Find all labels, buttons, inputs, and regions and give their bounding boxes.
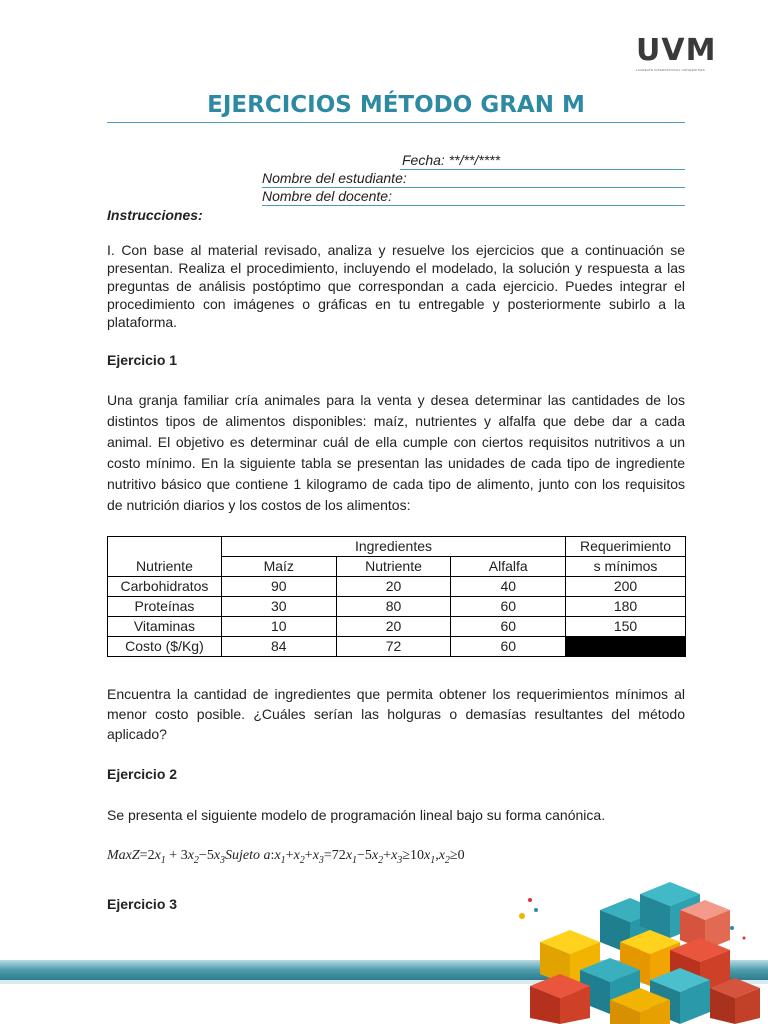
cell: 20: [336, 617, 451, 637]
table-row: [108, 617, 686, 637]
header-minimos: s mínimos: [566, 557, 686, 577]
table-row: [108, 597, 686, 617]
logo-text: UVM: [636, 33, 717, 68]
instructions-text: I. Con base al material revisado, analiza y resuelve los ejercicios que a continuación se presentan. Realiza el procedimiento, incluyendo el modelado, la solución y respuesta a las preguntas de análisis postóptimo que correspondan a cada ejercicio. Puedes integrar el procedimiento con imágenes o gráficas en tu entregable y posteriormente subirlo a la plataforma.: [107, 242, 685, 330]
fecha-label: Fecha: **/**/****: [402, 152, 501, 168]
student-name-label: Nombre del estudiante:: [262, 170, 407, 186]
exercise-1-question: Encuentra la cantidad de ingredientes que permita obtener los requerimientos mínimos al menor costo posible. ¿Cuáles serían las holguras o demasías resultantes del método aplicado?: [107, 686, 685, 742]
header-maiz: Maíz: [221, 557, 336, 577]
nutrition-table: [107, 536, 686, 657]
header-alfalfa: Alfalfa: [451, 557, 566, 577]
cell: 60: [451, 617, 566, 637]
student-name-field[interactable]: [262, 170, 685, 188]
exercise-3-heading: Ejercicio 3: [107, 896, 178, 912]
cell: 72: [336, 637, 451, 657]
fecha-field[interactable]: [400, 152, 685, 170]
table-header-row: [108, 537, 686, 557]
cell: 10: [221, 617, 336, 637]
cell-req: 200: [566, 577, 686, 597]
cell: 80: [336, 597, 451, 617]
cell: 40: [451, 577, 566, 597]
instructions-heading: Instrucciones:: [107, 207, 203, 223]
cell-req: 180: [566, 597, 686, 617]
cell-req: 150: [566, 617, 686, 637]
row-name: Costo ($/Kg): [108, 637, 222, 657]
title-divider: [107, 122, 685, 123]
table-row: [108, 577, 686, 597]
document-title: EJERCICIOS MÉTODO GRAN M: [207, 92, 585, 118]
header-nutriente-col: Nutriente: [336, 557, 451, 577]
table-row: [108, 637, 686, 657]
lp-model-formula: $MaxZ=2x_1$ + $3x_2-5x_3Sujeto$ $a:x_1+x_2+x_3=72x_1-5x_2+x_3\ge 10x_1,x_2\ge 0$: [107, 848, 465, 866]
exercise-2-text: Se presenta el siguiente modelo de programación lineal bajo su forma canónica.: [107, 807, 606, 823]
teacher-name-label: Nombre del docente:: [262, 188, 392, 204]
row-name: Carbohidratos: [108, 577, 222, 597]
exercise-1-text: Una granja familiar cría animales para la venta y desea determinar las cantidades de los distintos tipos de alimentos disponibles: maíz, nutrientes y alfalfa que debe dar a cada animal. El objetivo es determinar cuál de ella cumple con ciertos requisitos nutritivos a un costo mínimo. En la siguiente tabla se presentan las unidades de cada tipo de ingrediente nutritivo básico que contiene 1 kilogramo de cada tipo de alimento, junto con los requisitos de nutrición diarios y los costos de los alimentos:: [107, 392, 685, 513]
cell: 84: [221, 637, 336, 657]
decorative-cubes-graphic: [500, 870, 768, 1024]
cell: 60: [451, 637, 566, 657]
exercise-1-heading: Ejercicio 1: [107, 352, 178, 368]
exercise-2-heading: Ejercicio 2: [107, 766, 178, 782]
header-requerimiento: Requerimiento: [566, 537, 686, 557]
cell-empty-black: [566, 637, 686, 657]
teacher-name-field[interactable]: [262, 188, 685, 206]
cell: 20: [336, 577, 451, 597]
row-name: Proteínas: [108, 597, 222, 617]
cell: 90: [221, 577, 336, 597]
row-name: Vitaminas: [108, 617, 222, 637]
cell: 30: [221, 597, 336, 617]
uvm-logo: [636, 33, 726, 76]
logo-subtitle: LAUREATE INTERNATIONAL UNIVERSITIES: [636, 68, 705, 72]
header-nutriente: Nutriente: [108, 537, 222, 577]
cell: 60: [451, 597, 566, 617]
header-ingredientes: Ingredientes: [221, 537, 565, 557]
